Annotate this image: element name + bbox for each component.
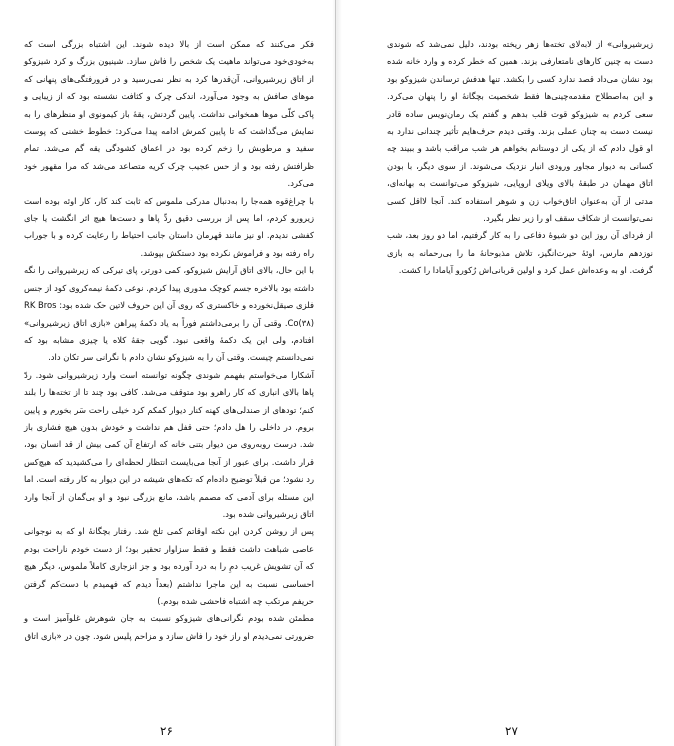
paragraph: زیرشیروانی» از لابه‌لای تخته‌ها زهر ریخته بودند، دلیل نمی‌شد که شوندی دست به چنین کارهای نامتعارفی بزند. همین که خطر کرده و وارد خانه شده بود نشان می‌داد قصد ندارد کسی را بکشد. تنها هدفش ترساندن شیزوکو بود و این به‌اصطلاح مقدمه‌چینی‌ها فقط شخصیت بچگانهٔ او را پنهان می‌کرد. سعی کردم به شیزوکو قوت قلب بدهم و گفتم یک رمان‌نویس ساده قادر نیست دست به چنان عملی بزند. وقتی دیدم حرف‌هایم تأثیر چندانی ندارد به او قول دادم که از یکی از دوستانم بخواهم هر شب مراقب باشد و ببیند چه کسانی به دیوار مجاور ورودی انبار نزدیک می‌شوند. از سوی دیگر، با بودن اتاق مهمان در طبقهٔ بالای ویلای اروپایی، شیزوکو می‌توانست به بهانه‌ای، مدتی از آن به‌عنوان اتاق‌خواب زن و شوهر استفاده کند. آنجا لااقل کسی نمی‌توانست از شکاف سقف او را زیر نظر بگیرد. xyxy=(387,39,653,224)
paragraph: پس از روشن کردن این نکته اوقاتم کمی تلخ شد. رفتار بچگانهٔ او که به نوجوانی عاصی شباهت داشت فقط و فقط سزاوار تحقیر بود؛ از دست خودم ناراحت بودم که آن تشویش غریب دمِ را به درد آورده بود و جز انزجاری کاملاً ملموس، دیگر هیچ احساسی نسبت به این ماجرا نداشتم (بعداً دیدم که فهمیدم با دست‌کم گرفتن حریفم مرتکب چه اشتباه فاحشی شده بودم.) xyxy=(24,526,314,606)
paragraph: مطمئن شده بودم نگرانی‌های شیزوکو نسبت به جان شوهرش غلوآمیز است و ضرورتی نمی‌دیدم او راز خود را فاش سازد و مزاحم پلیس شود. چون در «بازی اتاق xyxy=(24,613,314,641)
paragraph: فکر می‌کنند که ممکن است از بالا دیده شوند. این اشتباه بزرگی است که به‌خودی‌خود می‌تواند ماهیت یک شخص را فاش سازد. شینیون بزرگ و کرد شیزوکو از اتاق زیرشیروانی، آن‌قدرها کرد به نظر نمی‌رسید و در فرورفتگی‌های پنهانی که موهای صافش به وجود می‌آورد، اندکی چرک و کثافت نشسته بود که از زیبایی و پاکی کلّی موها همخوانی نداشت. پایین گردنش، یقهٔ باز کیمونوی او منظرهای را به نمایش می‌گذاشت که تا پایین کمرش ادامه پیدا می‌کرد: خطوط خشنی که پوست سفید و مرطوبش را زخم کرده بود در اعماق کشودگی یقه گم می‌شد. تمام ظرافتش رفته بود و از حس عجیب چرک کریه متصاعد می‌شد که مرا مقهور خود می‌کرد. xyxy=(24,39,314,189)
page-number-left: ۲۶ xyxy=(160,724,173,738)
paragraph: با چراغ‌قوه همه‌جا را به‌دنبال مدرکی ملموس که ثابت کند کار، کار اوئه بوده است زیرورو کردم، اما پس از بررسی دقیق ردِّ پاها و دست‌ها هیچ اثر انگشت یا جای کفشی ندیدم. او نیز مانند قهرمان داستان جانب احتیاط را رعایت کرده و با جوراب راه رفته بود و فراموش نکرده بود دستکش بپوشد. xyxy=(24,195,314,258)
right-page-text xyxy=(387,36,653,280)
paragraph: آشکارا می‌خواستم بفهمم شوندی چگونه توانسته است وارد زیرشیروانی شود. ردّ پاها بالای انباری که کار راهرو بود متوقف می‌شد. کافی بود چند تا از تخته‌ها را بلند کنم؛ تودهای از صندلی‌های کهنه کنار دیوار کمکم کرد خیلی راحت سَر بخورم و پایین بروم. در داخلی را هل دادم؛ حتی قفل هم نداشت و خودش بدون هیچ فشاری باز شد. درست روبه‌روی من دیوار بتنی خانه که ارتفاع آن کمی بیش از قد انسان بود، قرار داشت. برای عبور از آنجا می‌بایست انتظار لحظه‌ای را می‌کشیدید که هیچ‌کس رد نشود؛ من قبلاً توضیح داده‌ام که تکه‌های شیشه در این دیوار به کار رفته است. اما این مسئله برای آدمی که مصمم باشد، مانع بزرگی نبود و او بی‌گمان از آنجا وارد اتاق زیرشیروانی شده بود. xyxy=(24,369,314,519)
left-page xyxy=(0,0,336,746)
paragraph: با این حال، بالای اتاق آرایش شیزوکو، کمی دورتر، پای تیرکی که زیرشیروانی را نگه داشته بود بالاخره جسم کوچک مدوری پیدا کردم. نوعی دکمهٔ نیمه‌کروی کود از جنس فلزی صیقل‌نخورده و خاکستری که روی آن این حروف لاتین حک شده بود: RK Bros Co(۳۸). وقتی آن را برمی‌داشتم فوراً به یاد دکمهٔ پیراهن «بازی اتاق زیرشیروانی» افتادم، ولی این یک دکمهٔ واقعی نبود. گویی جقهٔ کلاه یا چیزی مشابه بود که نمی‌دانستم چیست. وقتی آن را به شیزوکو نشان دادم با نگرانی سر تکان داد. xyxy=(24,265,314,363)
paragraph: از فردای آن روز این دو شیوهٔ دفاعی را به کار گرفتیم، اما دو روز بعد، شب نوزدهم مارس، اوئهٔ حیرت‌انگیز، تلاش مذبوحانهٔ ما را بی‌رحمانه به بازی گرفت. او به وعده‌اش عمل کرد و اولین قربانی‌اش رُکورو آیامادا را کشت. xyxy=(387,230,653,276)
page-number-right: ۲۷ xyxy=(505,724,518,738)
left-page-text xyxy=(24,36,314,645)
right-page xyxy=(337,0,674,746)
